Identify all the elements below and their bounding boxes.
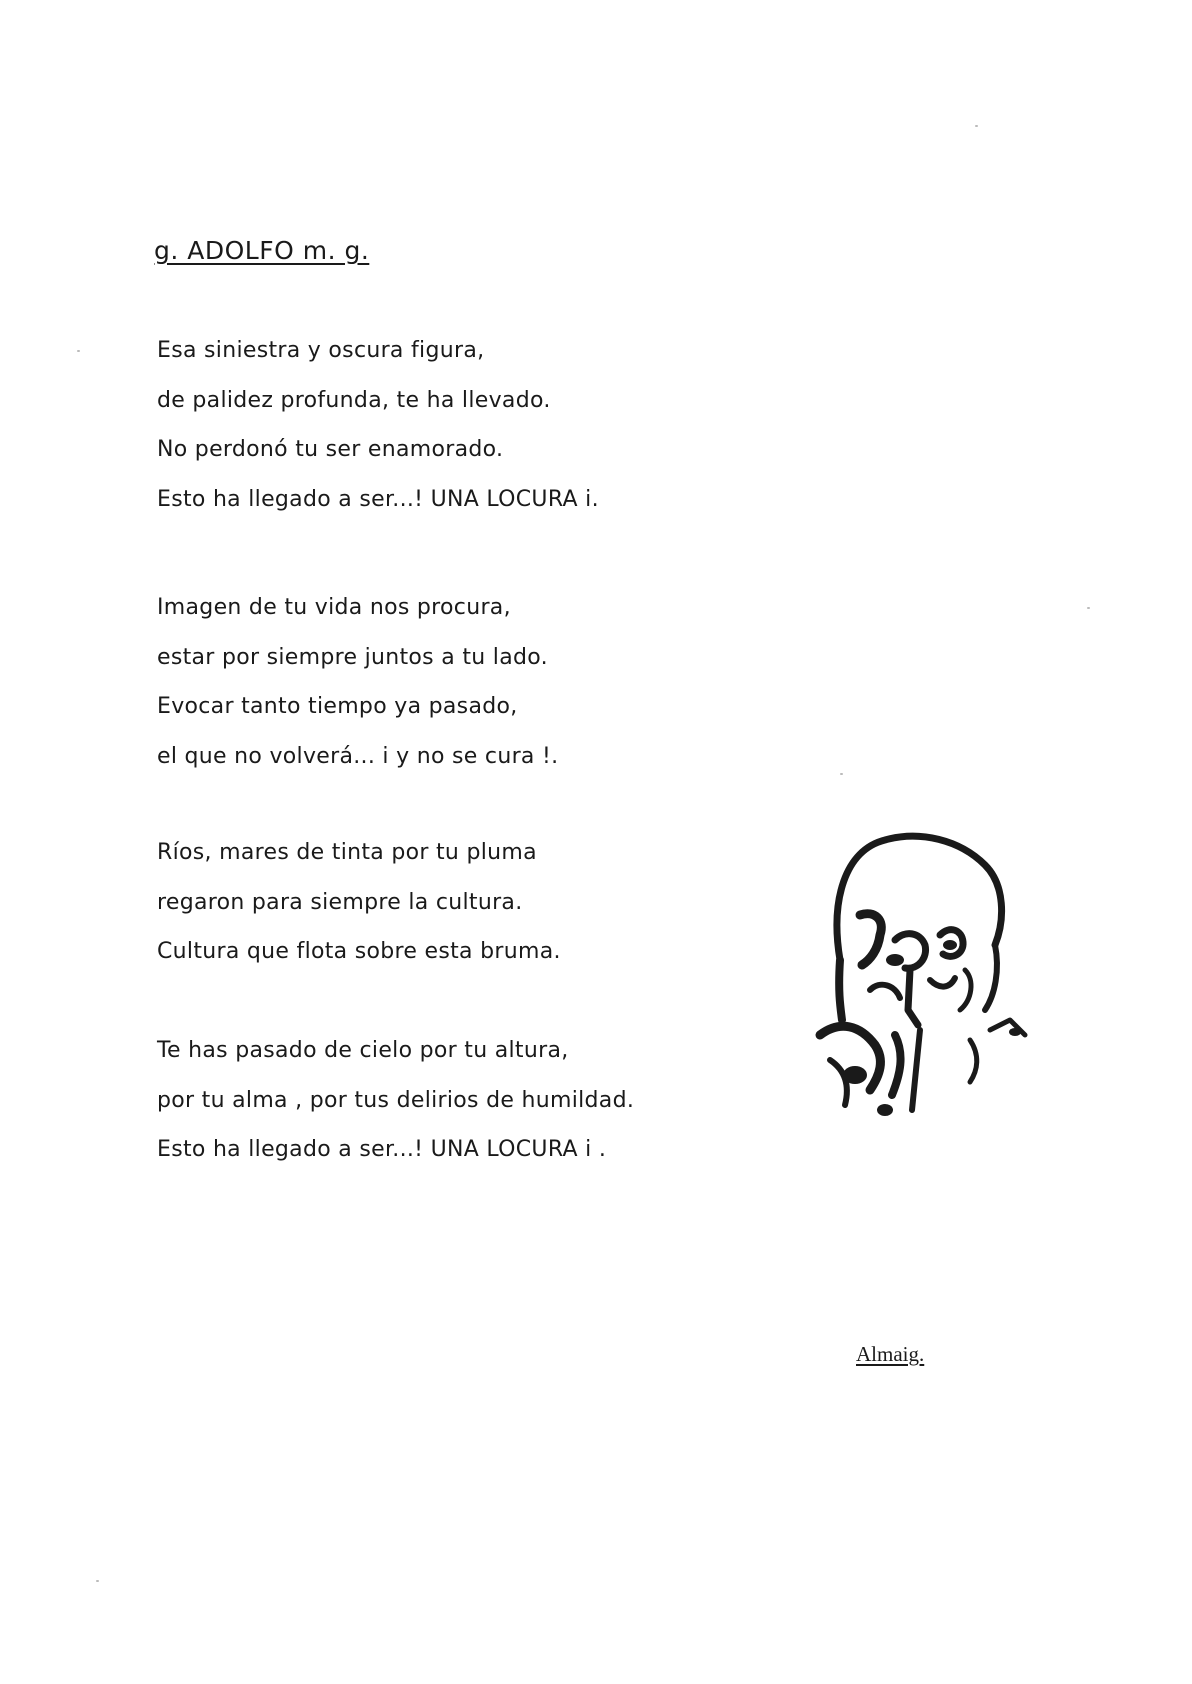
poem-line: Cultura que flota sobre esta bruma. bbox=[157, 939, 561, 964]
poem-line: Te has pasado de cielo por tu altura, bbox=[157, 1038, 569, 1063]
poem-line: Esto ha llegado a ser...! UNA LOCURA i . bbox=[157, 1137, 607, 1162]
poem-line: de palidez profunda, te ha llevado. bbox=[157, 387, 551, 413]
scan-speck bbox=[96, 1580, 99, 1582]
poem-line: No perdonó tu ser enamorado. bbox=[157, 437, 504, 462]
ink-portrait-sketch-icon bbox=[800, 820, 1040, 1120]
poem-line: Evocar tanto tiempo ya pasado, bbox=[157, 694, 518, 719]
poem-line: Imagen de tu vida nos procura, bbox=[157, 595, 511, 620]
poem-line: estar por siempre juntos a tu lado. bbox=[157, 644, 548, 670]
scan-speck bbox=[77, 350, 80, 352]
poem-title: g. ADOLFO m. g. bbox=[154, 236, 370, 265]
poem-line: Esa siniestra y oscura figura, bbox=[157, 338, 485, 363]
stanza-3 bbox=[157, 828, 561, 977]
scan-speck bbox=[1087, 607, 1090, 609]
scan-speck bbox=[975, 125, 978, 127]
stanza-1 bbox=[157, 326, 599, 524]
poem-line: regaron para siempre la cultura. bbox=[157, 889, 523, 915]
stanza-2 bbox=[157, 583, 558, 781]
poem-line: Ríos, mares de tinta por tu pluma bbox=[157, 840, 537, 865]
poem-line: por tu alma , por tus delirios de humildad. bbox=[157, 1087, 635, 1113]
stanza-4 bbox=[157, 1026, 634, 1175]
poem-line: el que no volverá... i y no se cura !. bbox=[157, 743, 559, 769]
signature: Almaig. bbox=[856, 1342, 925, 1366]
poem-line: Esto ha llegado a ser...! UNA LOCURA i. bbox=[157, 486, 599, 512]
scan-speck bbox=[840, 773, 843, 775]
